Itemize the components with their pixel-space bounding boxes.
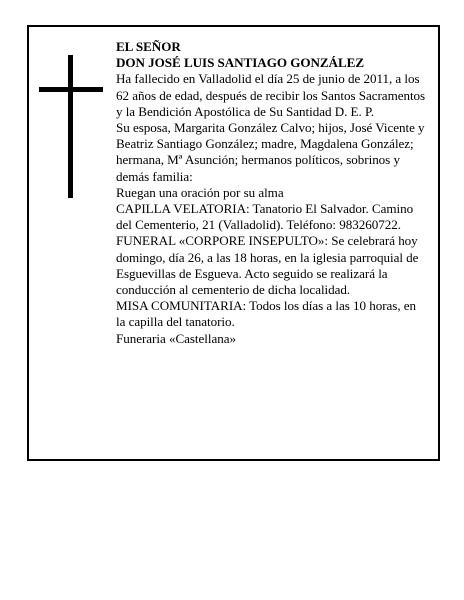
funeral-details: FUNERAL «CORPORE INSEPULTO»: Se celebrará hoy domingo, día 26, a las 18 horas, en la iglesia parroquial de Esguevillas de Esgueva. Acto seguido se realizará la conducción al cementerio de dicha localidad. <box>116 233 419 298</box>
obituary-title: EL SEÑOR <box>116 39 181 54</box>
cross-horizontal-bar <box>39 87 103 92</box>
death-announcement: Ha fallecido en Valladolid el día 25 de junio de 2011, a los 62 años de edad, después de recibir los Santos Sacramentos y la Bendición Apostólica de Su Santidad D. E. P. <box>116 71 426 119</box>
wake-location: CAPILLA VELATORIA: Tanatorio El Salvador. Camino del Cementerio, 21 (Valladolid). Teléfono: 983260722. <box>116 201 414 233</box>
family-list: Su esposa, Margarita González Calvo; hijos, José Vicente y Beatriz Santiago González; madre, Magdalena González; hermana, Mª Asunción; hermanos políticos, sobrinos y demás familia: <box>116 120 425 184</box>
community-mass: MISA COMUNITARIA: Todos los días a las 10 horas, en la capilla del tanatorio. <box>116 298 417 330</box>
cross-icon <box>39 55 103 198</box>
prayer-request: Ruegan una oración por su alma <box>116 184 284 200</box>
cross-vertical-bar <box>68 55 73 198</box>
obituary-text <box>116 39 426 347</box>
deceased-name: DON JOSÉ LUIS SANTIAGO GONZÁLEZ <box>116 55 365 71</box>
obituary-notice <box>27 25 440 461</box>
funeral-home: Funeraria «Castellana» <box>116 330 236 346</box>
